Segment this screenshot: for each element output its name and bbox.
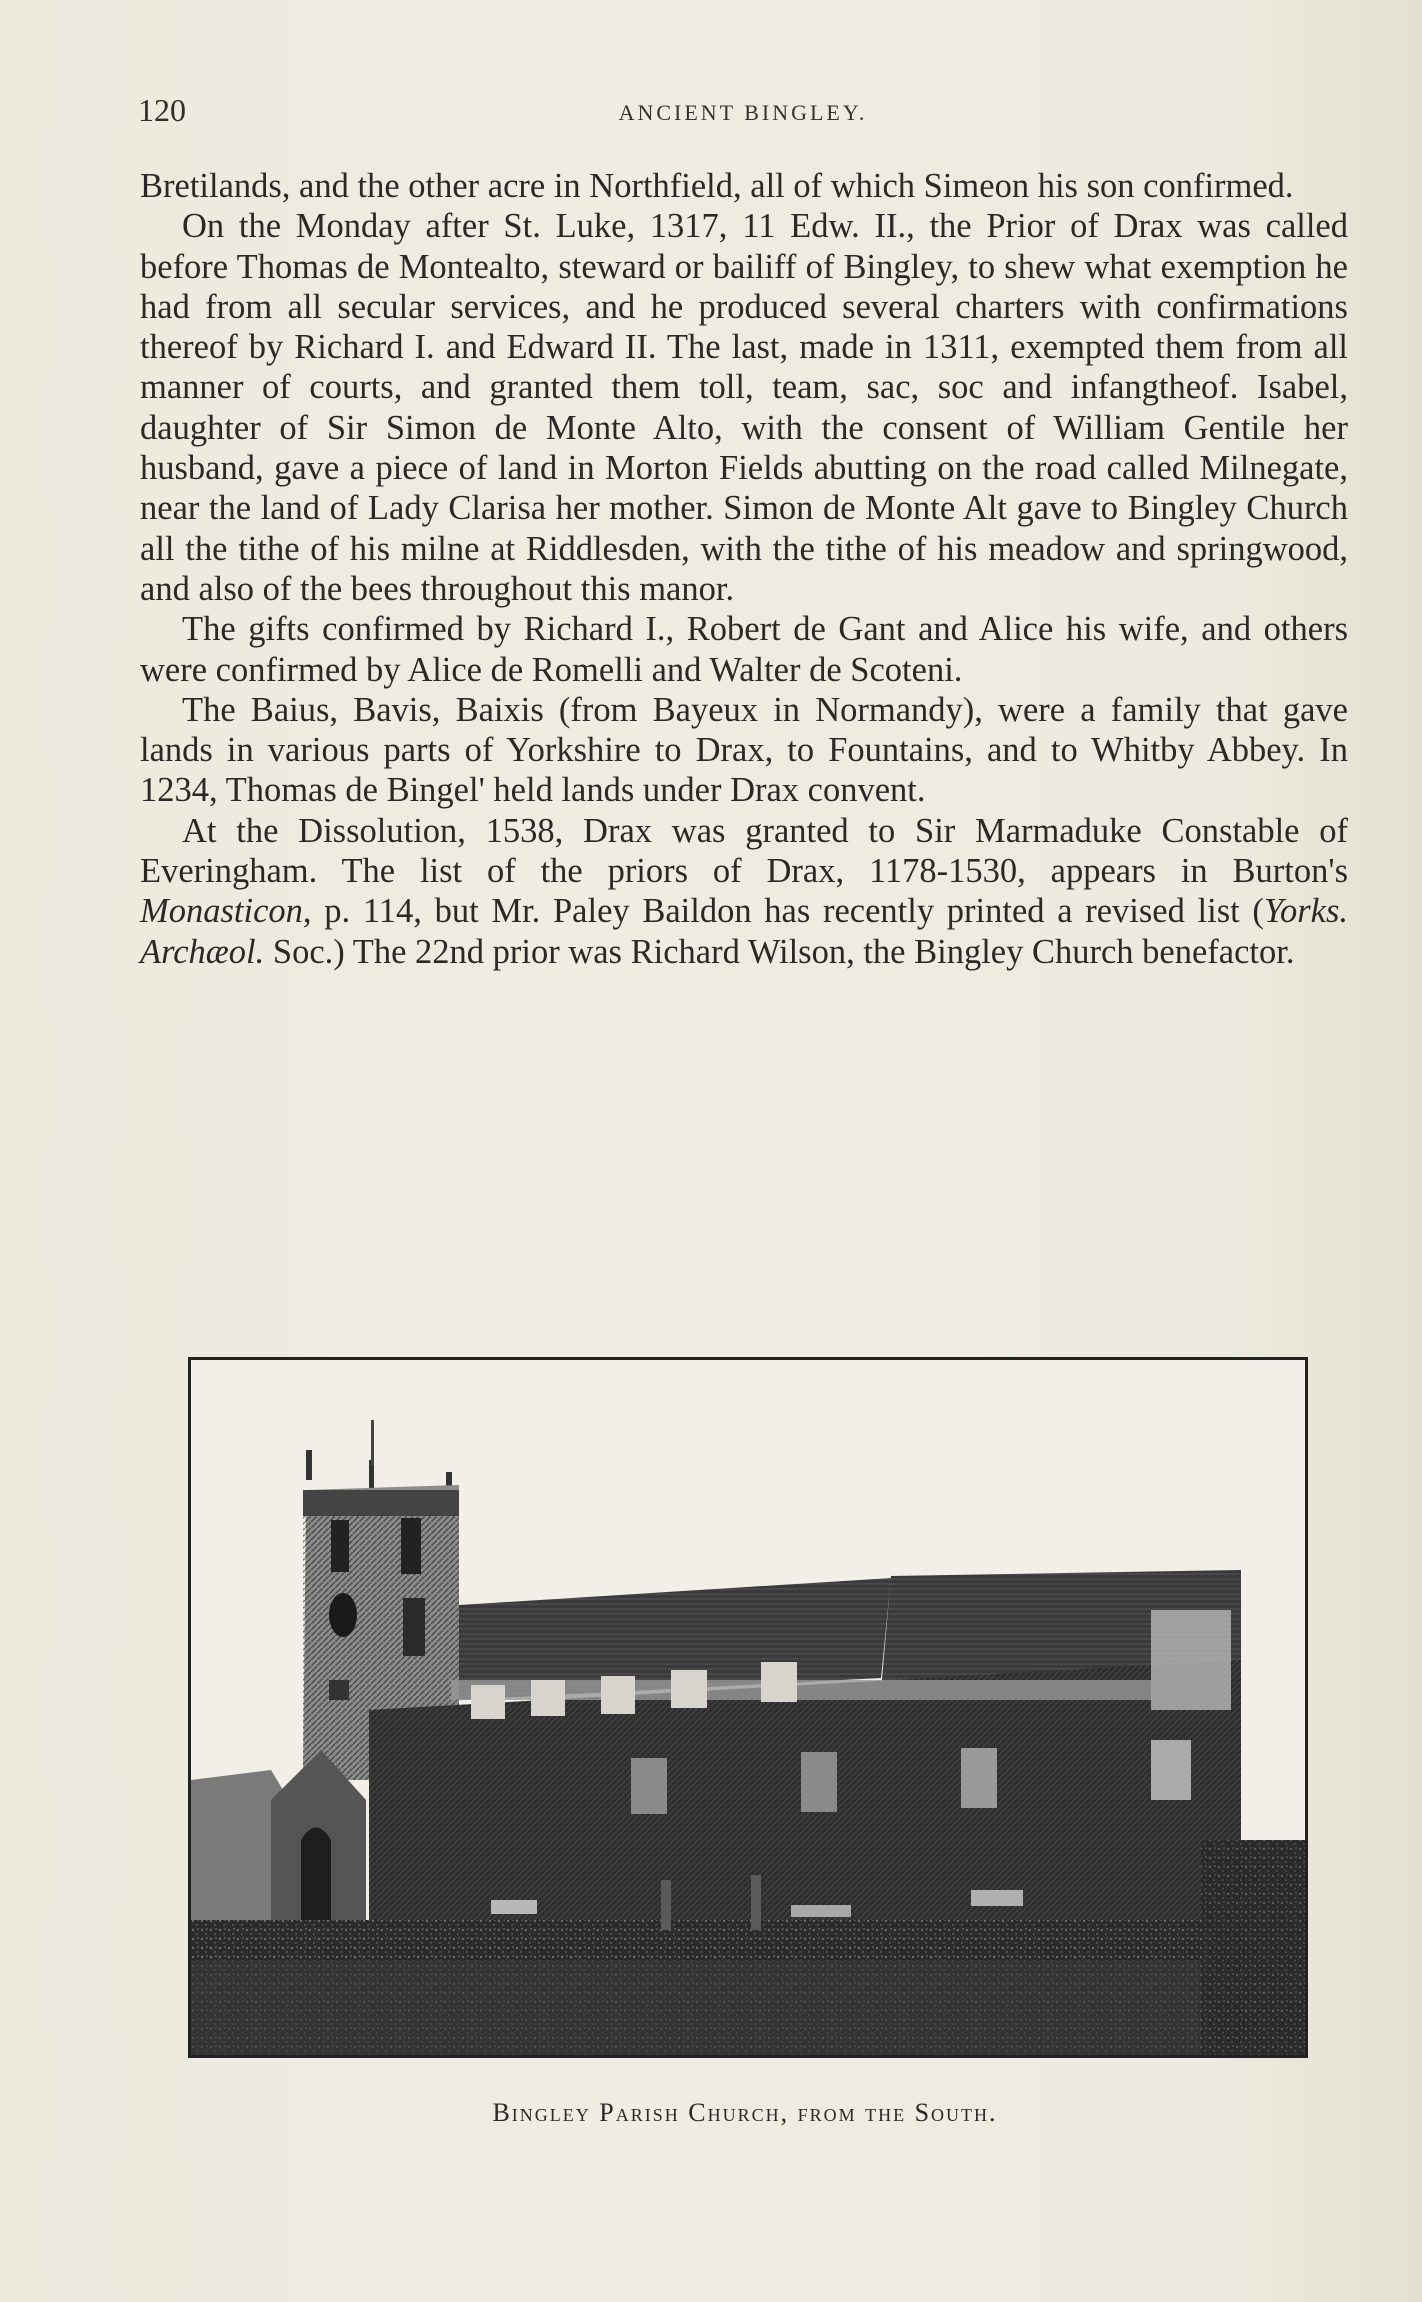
paragraph-2: On the Monday after St. Luke, 1317, 11 Edw. II., the Prior of Drax was called before Thomas de Montealto, steward or bailiff of Bingley, to shew what exemption he had from all secular services, and he produced several charters with confirmations thereof by Richard I. and Edward II. The last, made in 1311, exempted them from all manner of courts, and granted them toll, team, sac, soc and infangtheof. Isabel, daughter of Sir Simon de Monte Alto, with the consent of William Gentile her husband, gave a piece of land in Morton Fields abutting on the road called Milnegate, near the land of Lady Clarisa her mother. Simon de Monte Alt gave to Bingley Church all the tithe of his milne at Riddlesden, with the tithe of his meadow and springwood, and also of the bees throughout this manor.	[140, 207, 1348, 608]
running-title: ANCIENT BINGLEY.	[618, 100, 868, 125]
paragraph-5-part-2: , p. 114, but Mr. Paley Baildon has recently printed a revised list (	[302, 892, 1264, 931]
illustration-caption: Bingley Parish Church, from the South.	[492, 2098, 998, 2127]
church-illustration	[188, 1357, 1308, 2058]
paragraph-1: Bretilands, and the other acre in Northfield, all of which Simeon his son confirmed.	[140, 167, 1294, 205]
page-number: 120	[138, 92, 186, 128]
paragraph-5-part-1: At the Dissolution, 1538, Drax was granted to Sir Marmaduke Constable of Everingham. The list of the priors of Drax, 1178-1530, appears in Burton's	[140, 811, 1348, 891]
paragraph-5	[140, 811, 1348, 972]
monasticon-title: Monasticon	[140, 892, 303, 931]
paragraph-4: The Baius, Bavis, Baixis (from Bayeux in Normandy), were a family that gave lands in various parts of Yorkshire to Drax, to Fountains, and to Whitby Abbey. In 1234, Thomas de Bingel' held lands under Drax convent.	[140, 690, 1348, 810]
paragraph-3: The gifts confirmed by Richard I., Robert de Gant and Alice his wife, and others were confirmed by Alice de Romelli and Walter de Scoteni.	[140, 610, 1348, 689]
running-head	[138, 92, 1348, 132]
body-text	[140, 166, 1348, 972]
church-engraving	[191, 1360, 1305, 2055]
journal-title: Yorks. Archæol.	[140, 892, 1348, 971]
paragraph-5-part-3: Soc.) The 22nd prior was Richard Wilson, the Bingley Church benefactor.	[264, 932, 1295, 971]
church-nave	[369, 1570, 1241, 1980]
